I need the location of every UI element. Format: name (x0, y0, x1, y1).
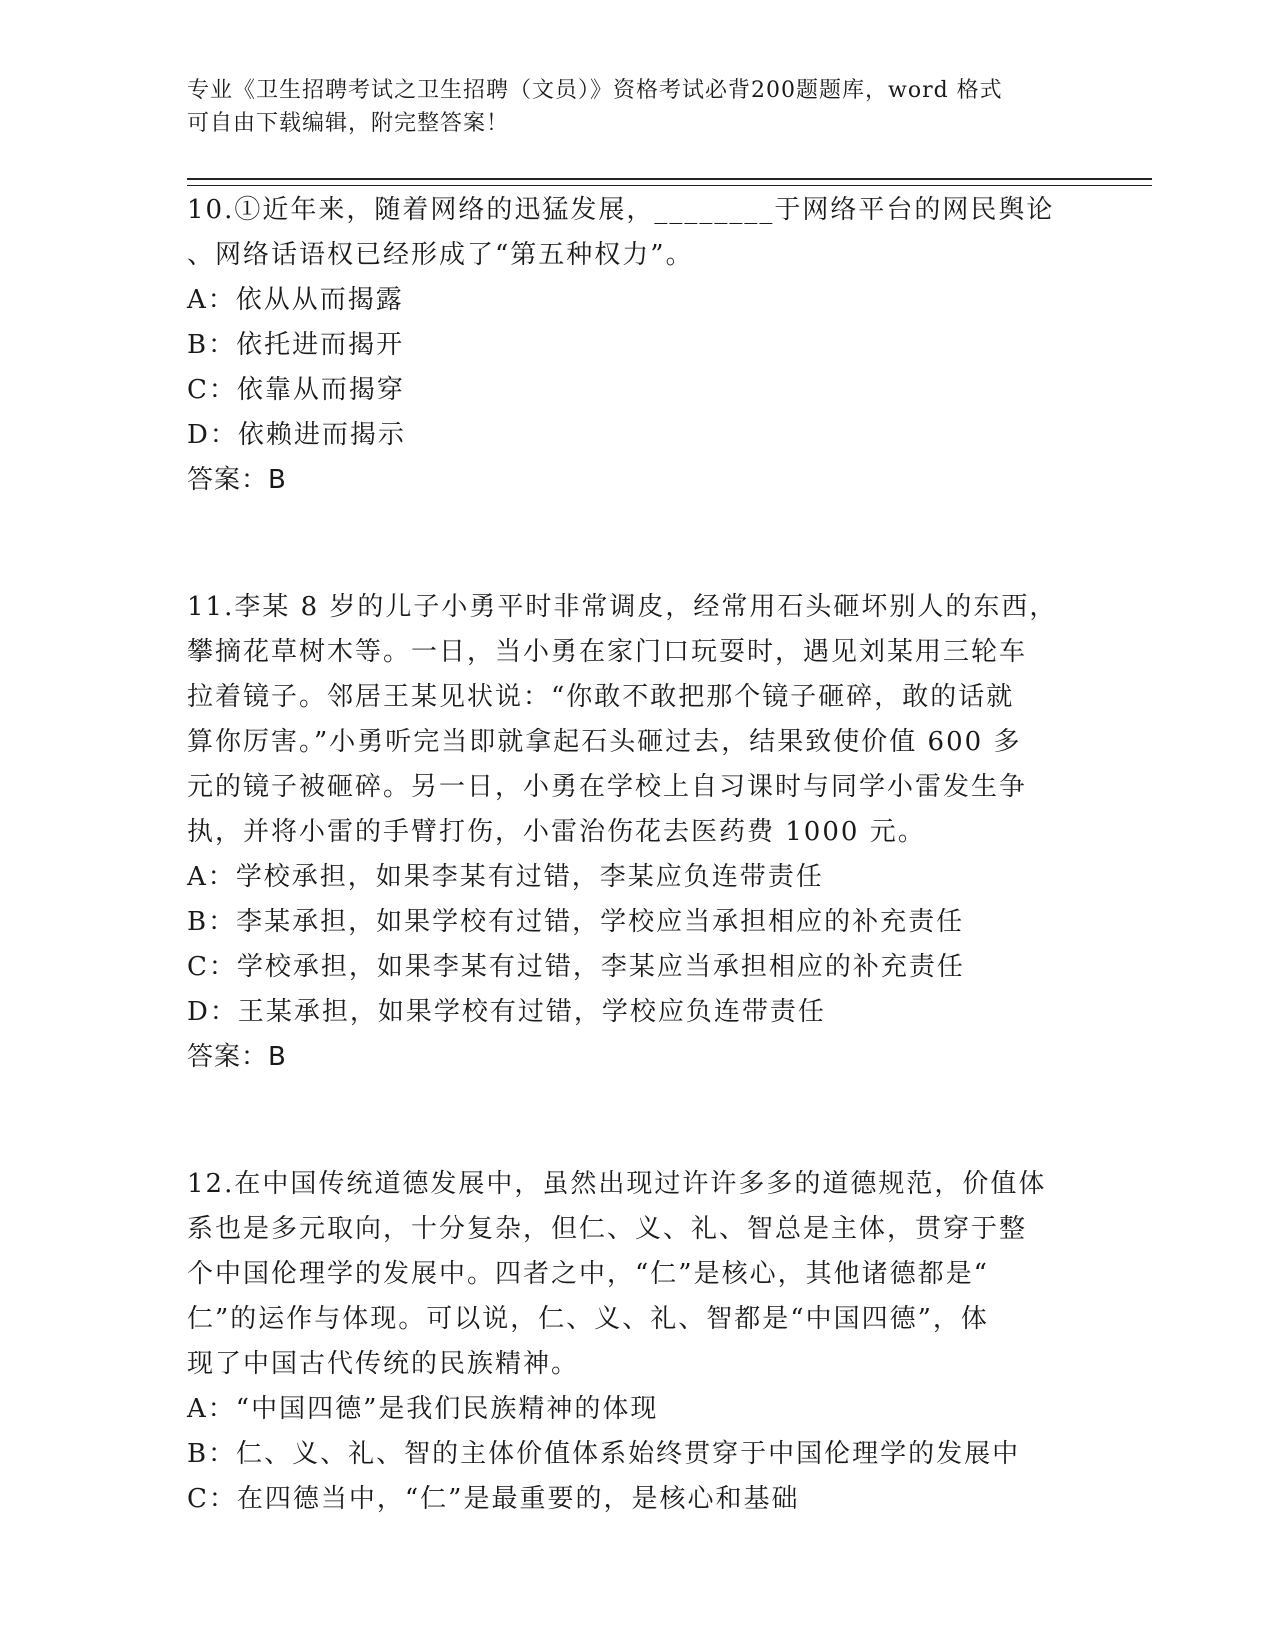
option-c: C：学校承担，如果李某有过错，李某应当承担相应的补充责任 (187, 952, 965, 982)
question-stem-line: 元的镜子被砸碎。另一日，小勇在学校上自习课时与同学小雷发生争 (187, 772, 1028, 802)
question-stem-line: 12.在中国传统道德发展中，虽然出现过许许多多的道德规范，价值体 (187, 1169, 1047, 1199)
option-d: D：依赖进而揭示 (187, 420, 406, 450)
option-a: A：学校承担，如果李某有过错，李某应负连带责任 (187, 862, 824, 892)
option-b: B：仁、义、礼、智的主体价值体系始终贯穿于中国伦理学的发展中 (187, 1439, 1021, 1469)
option-a: A：“中国四德”是我们民族精神的体现 (187, 1394, 659, 1424)
option-c: C：在四德当中，“仁”是最重要的，是核心和基础 (187, 1484, 800, 1514)
question-stem-line: 、网络话语权已经形成了“第五种权力”。 (187, 240, 694, 270)
question-stem-line: 系也是多元取向，十分复杂，但仁、义、礼、智总是主体，贯穿于整 (187, 1214, 1028, 1244)
question-spacer (187, 503, 1107, 585)
question-stem-line: 拉着镜子。邻居王某见状说：“你敢不敢把那个镜子砸碎，敢的话就 (187, 682, 1015, 712)
question-10 (187, 188, 1107, 503)
answer-line: 答案：B (187, 465, 287, 495)
question-stem-line: 个中国伦理学的发展中。四者之中，“仁”是核心，其他诸德都是“ (187, 1259, 989, 1289)
question-stem-line: 仁”的运作与体现。可以说，仁、义、礼、智都是“中国四德”，体 (187, 1304, 989, 1334)
question-stem-line: 现了中国古代传统的民族精神。 (187, 1349, 580, 1379)
answer-line: 答案：B (187, 1042, 287, 1072)
header-divider-thick (187, 178, 1152, 180)
question-spacer (187, 1080, 1107, 1162)
document-header (187, 74, 1067, 140)
question-11 (187, 585, 1107, 1080)
header-title-line-1: 专业《卫生招聘考试之卫生招聘（文员）》资格考试必背200题题库，word 格式 (187, 78, 1003, 103)
question-list (187, 188, 1107, 1522)
option-b: B：李某承担，如果学校有过错，学校应当承担相应的补充责任 (187, 907, 965, 937)
option-d: D：王某承担，如果学校有过错，学校应负连带责任 (187, 997, 826, 1027)
option-b: B：依托进而揭开 (187, 330, 405, 360)
header-title-line-2: 可自由下载编辑，附完整答案！ (187, 111, 510, 136)
option-a: A：依从从而揭露 (187, 285, 404, 315)
question-stem-line: 攀摘花草树木等。一日，当小勇在家门口玩耍时，遇见刘某用三轮车 (187, 637, 1028, 667)
option-c: C：依靠从而揭穿 (187, 375, 405, 405)
question-stem-line: 11.李某 8 岁的儿子小勇平时非常调皮，经常用石头砸坏别人的东西， (187, 592, 1058, 622)
question-12 (187, 1162, 1107, 1522)
question-stem-line: 10.①近年来，随着网络的迅猛发展，________于网络平台的网民舆论 (187, 195, 1055, 225)
question-stem-line: 算你厉害。”小勇听完当即就拿起石头砸过去，结果致使价值 600 多 (187, 727, 1022, 757)
question-stem-line: 执，并将小雷的手臂打伤，小雷治伤花去医药费 1000 元。 (187, 817, 926, 847)
header-divider-thin (187, 185, 1152, 186)
